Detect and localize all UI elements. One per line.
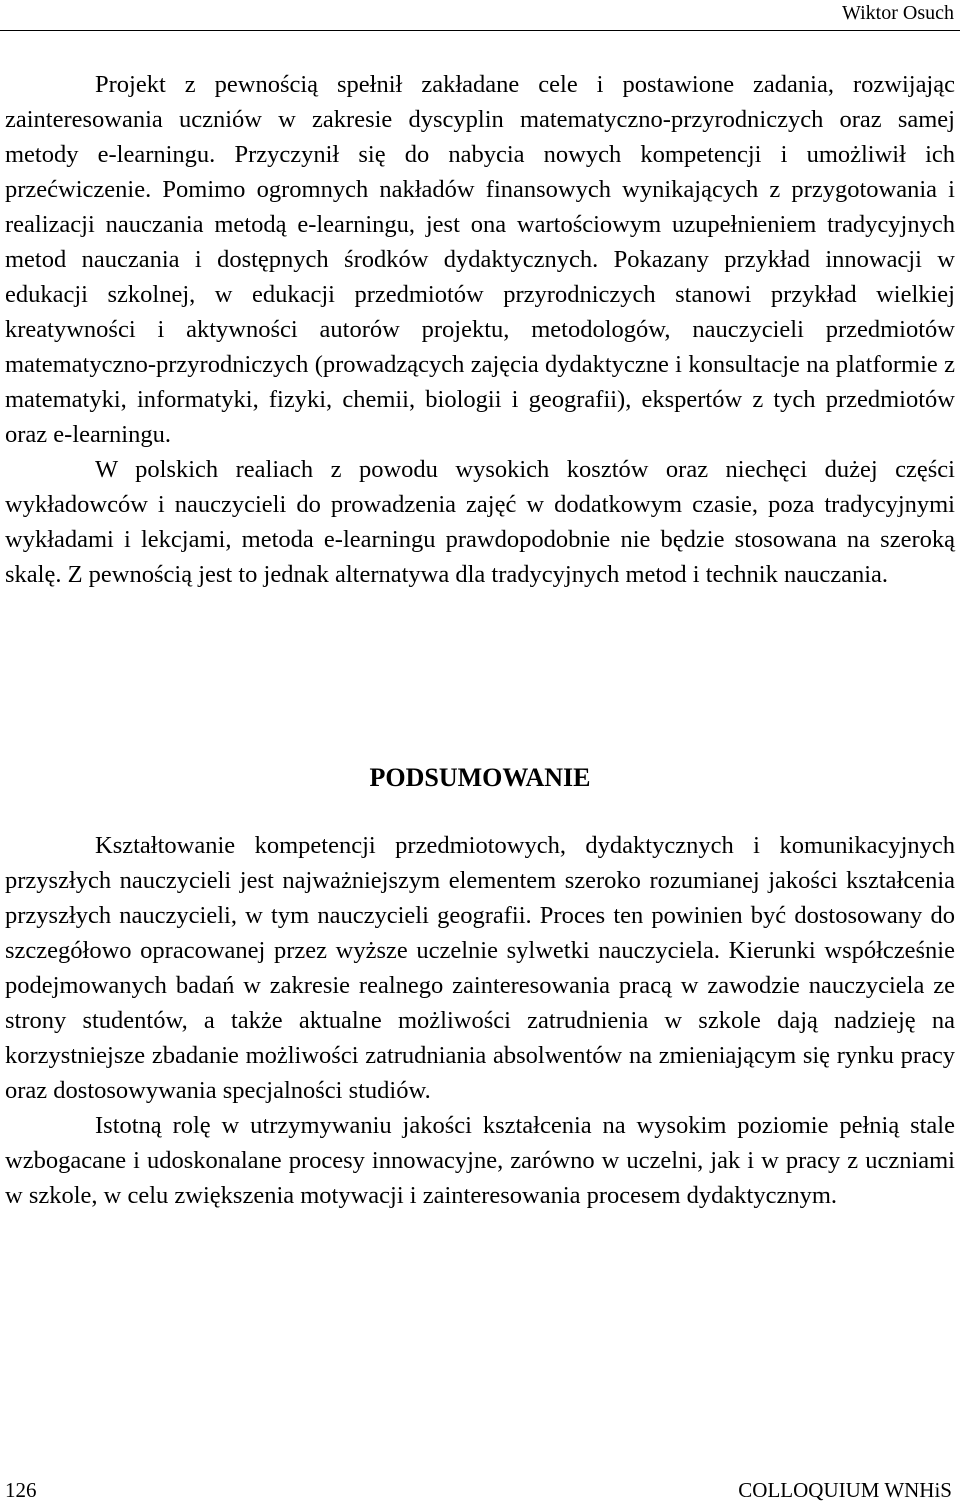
paragraph-quality-innovation: Istotną rolę w utrzymywaniu jakości kształcenia na wysokim poziomie pełnią stale wzbogacane i udoskonalane procesy innowacyjne, zarówno w uczelni, jak i w pracy z uczniami w szkole, w celu zwiększenia motywacji i zainteresowania procesem dydaktycznym. [5, 1112, 955, 1209]
running-header-author: Wiktor Osuch [842, 2, 954, 24]
paragraph-polish-realities: W polskich realiach z powodu wysokich kosztów oraz niechęci dużej części wykładowców i nauczycieli do prowadzenia zajęć w dodatkowym czasie, poza tradycyjnymi wykładami i lekcjami, metoda e-learningu prawdopodobnie nie będzie stosowana na szeroką skalę. Z pewnością jest to jednak alternatywa dla tradycyjnych metod i technik nauczania. [5, 456, 955, 588]
body-text-summary-section [5, 828, 955, 1213]
header-rule [0, 30, 960, 31]
page-number: 126 [5, 1478, 37, 1502]
paragraph-competences: Kształtowanie kompetencji przedmiotowych, dydaktycznych i komunikacyjnych przyszłych nauczycieli jest najważniejszym elementem szeroko rozumianej jakości kształcenia przyszłych nauczycieli, w tym nauczycieli geografii. Proces ten powinien być dostosowany do szczegółowo opracowanej przez wyższe uczelnie sylwetki nauczyciela. Kierunki współcześnie podejmowanych badań w zakresie realnego zainteresowania pracą w zawodzie nauczyciela ze strony studentów, a także aktualne możliwości zatrudnienia w szkole dają nadzieję na korzystniejsze zbadanie możliwości zatrudniania absolwentów na zmieniającym się rynku pracy oraz dostosowywania specjalności studiów. [5, 832, 955, 1104]
section-heading: PODSUMOWANIE [369, 763, 591, 792]
journal-name: COLLOQUIUM WNHiS [738, 1478, 952, 1502]
body-text-before-section [5, 67, 955, 592]
paragraph-project-summary: Projekt z pewnością spełnił zakładane cele i postawione zadania, rozwijając zainteresowania uczniów w zakresie dyscyplin matematyczno-przyrodniczych oraz samej metody e-learningu. Przyczynił się do nabycia nowych kompetencji i umożliwił ich przećwiczenie. Pomimo ogromnych nakładów finansowych wynikających z przygotowania i realizacji nauczania metodą e-learningu, jest ona wartościowym uzupełnieniem tradycyjnych metod nauczania i dostępnych środków dydaktycznych. Pokazany przykład innowacji w edukacji szkolnej, w edukacji przedmiotów przyrodniczych stanowi przykład wielkiej kreatywności i aktywności autorów projektu, metodologów, nauczycieli przedmiotów matematyczno-przyrodniczych (prowadzących zajęcia dydaktyczne i konsultacje na platformie z matematyki, informatyki, fizyki, chemii, biologii i geografii), ekspertów z tych przedmiotów oraz e-learningu. [5, 71, 955, 448]
